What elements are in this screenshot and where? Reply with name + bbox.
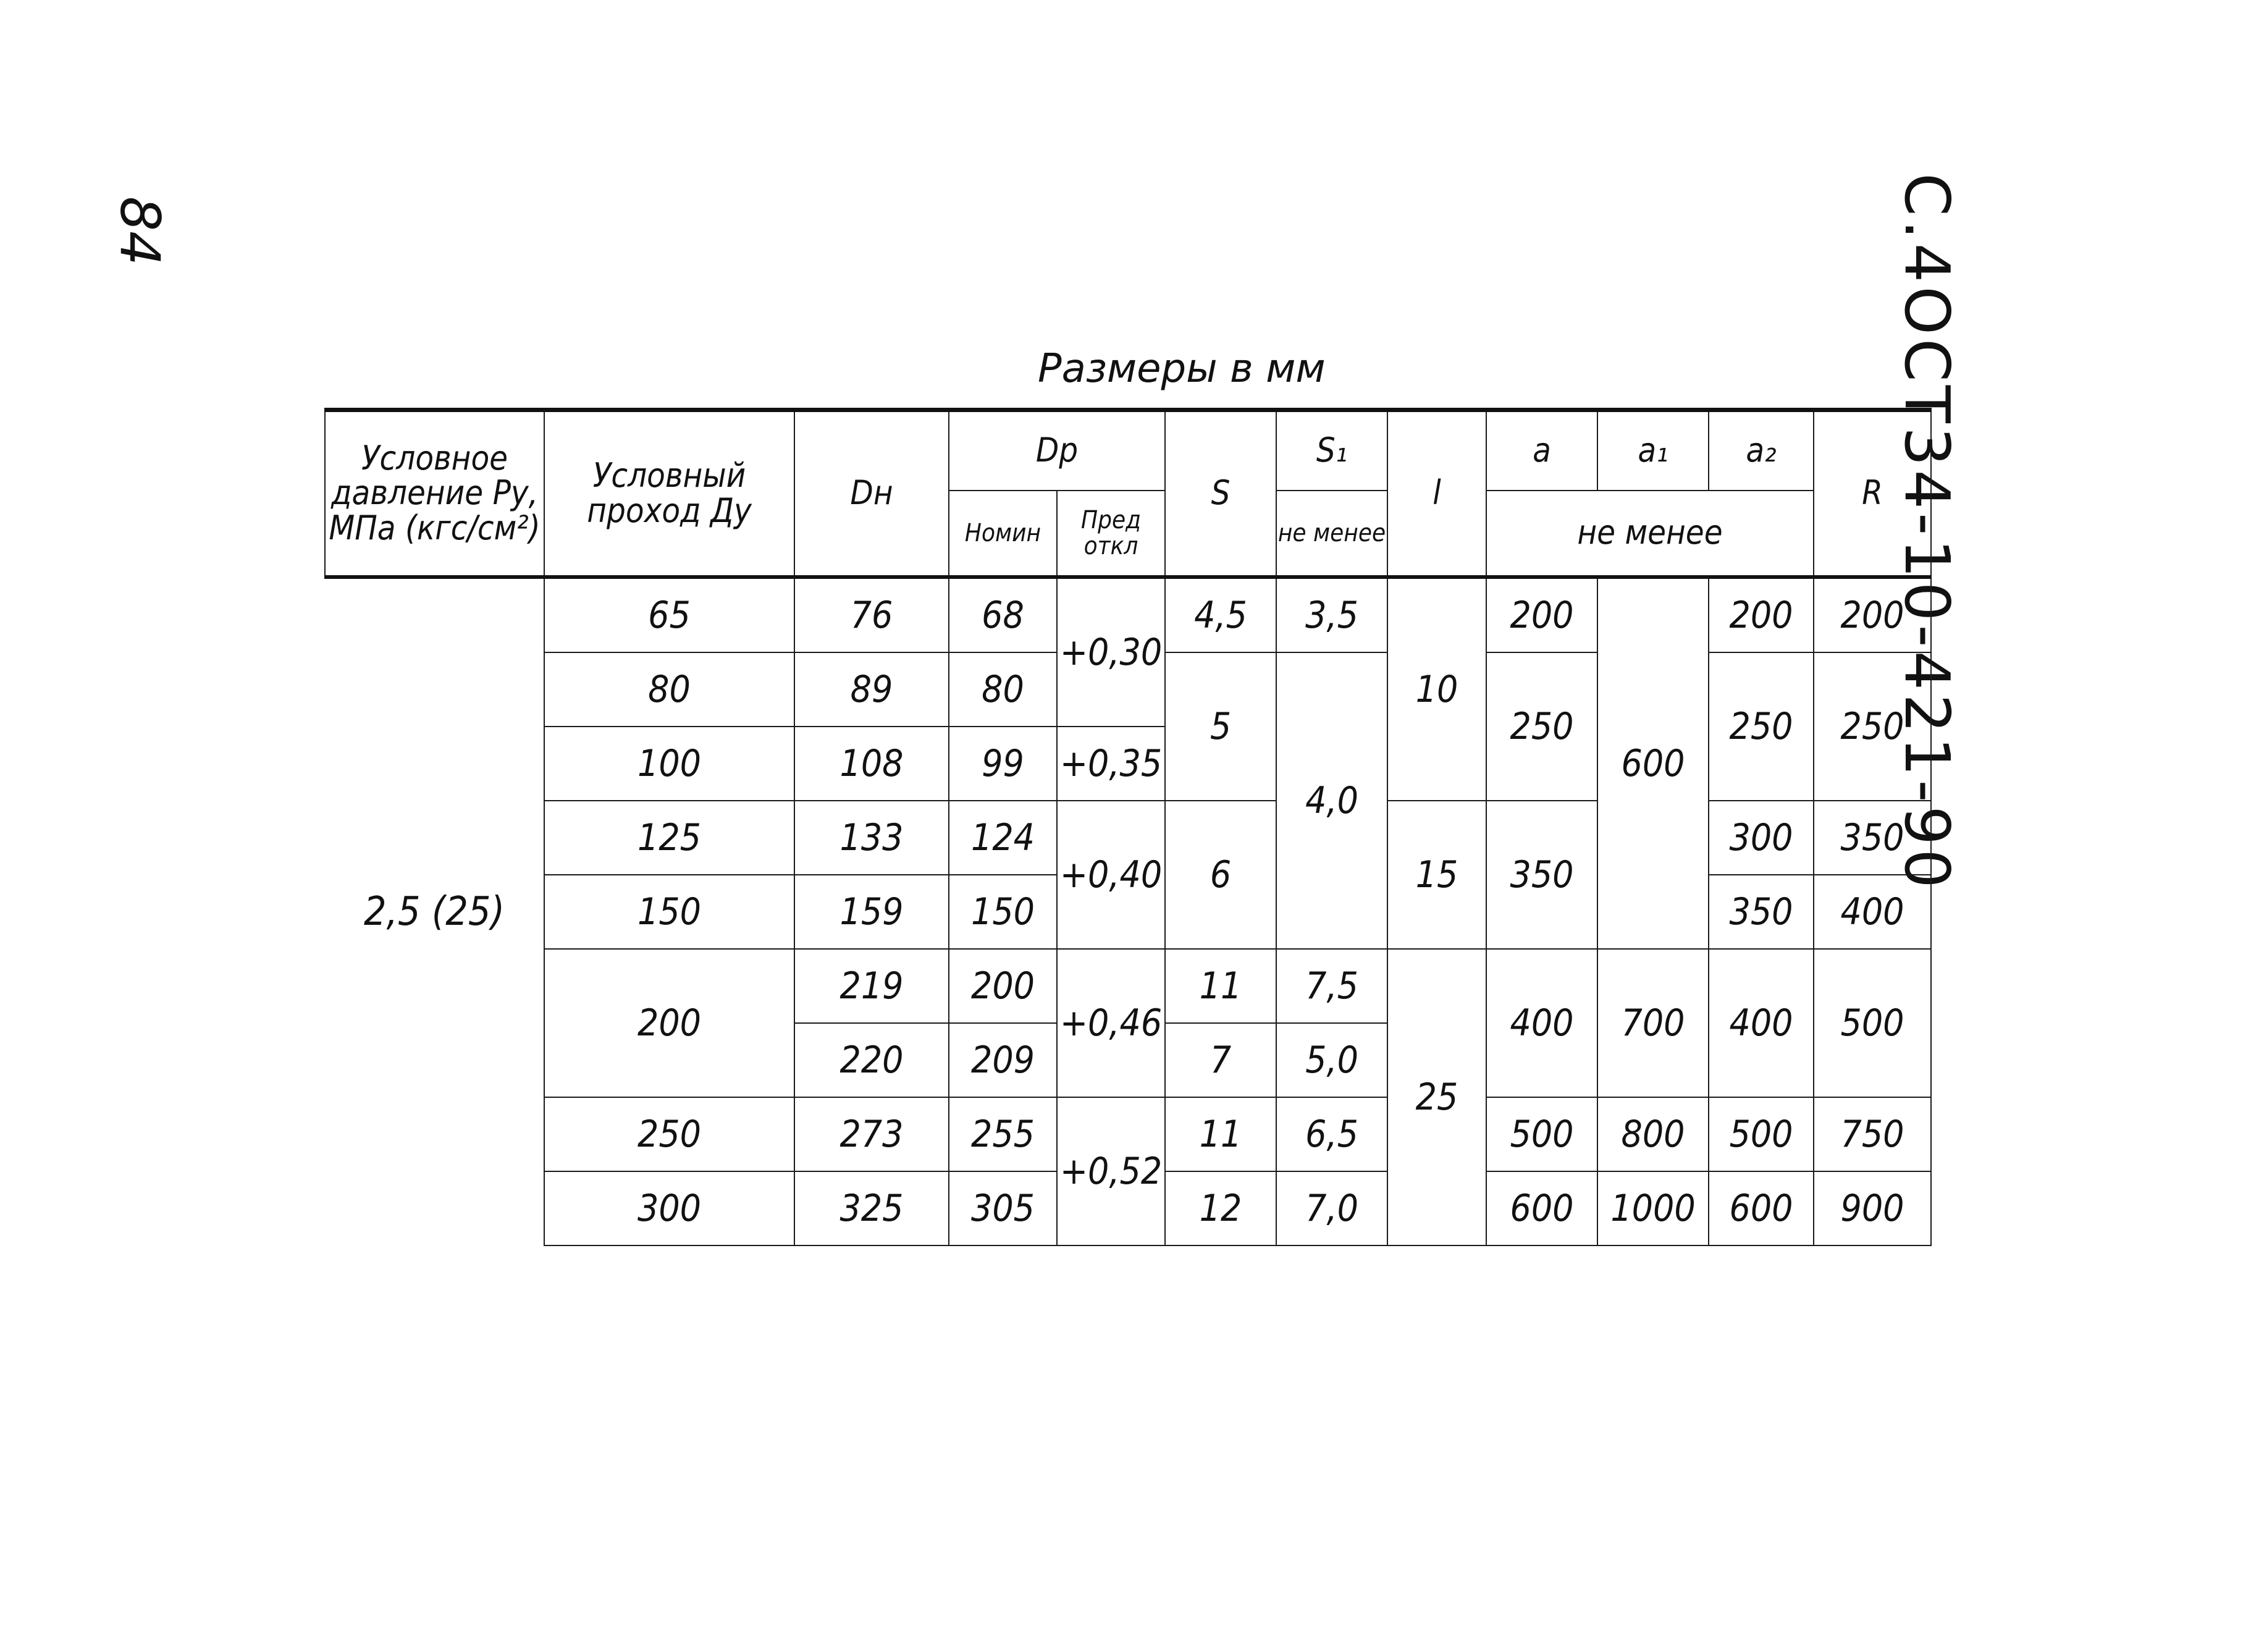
header-s1-min: не менее bbox=[1276, 491, 1387, 577]
cell-du: 150 bbox=[544, 875, 794, 949]
header-bore: Условный проход Ду bbox=[544, 410, 794, 577]
cell-s: 4,5 bbox=[1165, 577, 1276, 652]
cell-a2: 300 bbox=[1709, 801, 1814, 875]
cell-r: 750 bbox=[1814, 1097, 1931, 1171]
cell-dn: 325 bbox=[794, 1171, 949, 1245]
cell-dev: +0,46 bbox=[1057, 949, 1165, 1097]
header-dn: Dн bbox=[794, 410, 949, 577]
standard-code: ОСТ34-10-421-90 bbox=[1891, 286, 1964, 892]
cell-a: 350 bbox=[1486, 801, 1597, 949]
cell-s: 11 bbox=[1165, 1097, 1276, 1171]
header-s: S bbox=[1165, 410, 1276, 577]
cell-dn: 89 bbox=[794, 652, 949, 727]
cell-a2: 400 bbox=[1709, 949, 1814, 1097]
cell-l: 15 bbox=[1387, 801, 1486, 949]
cell-dp: 68 bbox=[949, 577, 1057, 652]
cell-dp: 124 bbox=[949, 801, 1057, 875]
cell-dev: +0,52 bbox=[1057, 1097, 1165, 1245]
cell-du: 300 bbox=[544, 1171, 794, 1245]
header-a1: a₁ bbox=[1597, 410, 1709, 491]
cell-s1: 7,5 bbox=[1276, 949, 1387, 1023]
cell-a1: 1000 bbox=[1597, 1171, 1709, 1245]
cell-a2: 250 bbox=[1709, 652, 1814, 801]
units-caption: Размеры в мм bbox=[1038, 346, 1326, 392]
cell-dn: 219 bbox=[794, 949, 949, 1023]
dimensions-table bbox=[324, 408, 1932, 1246]
cell-a2: 200 bbox=[1709, 577, 1814, 652]
cell-dn: 220 bbox=[794, 1023, 949, 1097]
pressure-value: 2,5 (25) bbox=[325, 577, 544, 1245]
cell-s1: 5,0 bbox=[1276, 1023, 1387, 1097]
cell-dn: 159 bbox=[794, 875, 949, 949]
cell-a2: 500 bbox=[1709, 1097, 1814, 1171]
cell-a1: 700 bbox=[1597, 949, 1709, 1097]
header-a2: a₂ bbox=[1709, 410, 1814, 491]
cell-s1: 6,5 bbox=[1276, 1097, 1387, 1171]
cell-dn: 133 bbox=[794, 801, 949, 875]
cell-dp: 150 bbox=[949, 875, 1057, 949]
header-a-min: не менее bbox=[1486, 491, 1814, 577]
cell-r: 500 bbox=[1814, 949, 1931, 1097]
cell-dn: 273 bbox=[794, 1097, 949, 1171]
header-dp: Dр bbox=[949, 410, 1165, 491]
cell-dp: 200 bbox=[949, 949, 1057, 1023]
cell-dp: 305 bbox=[949, 1171, 1057, 1245]
cell-dp: 99 bbox=[949, 727, 1057, 801]
cell-du: 65 bbox=[544, 577, 794, 652]
cell-s1: 7,0 bbox=[1276, 1171, 1387, 1245]
cell-r: 250 bbox=[1814, 652, 1931, 801]
cell-dp: 80 bbox=[949, 652, 1057, 727]
header-dp-deviation: Пред откл bbox=[1057, 491, 1165, 577]
cell-s: 7 bbox=[1165, 1023, 1276, 1097]
header-l: l bbox=[1387, 410, 1486, 577]
cell-r: 350 bbox=[1814, 801, 1931, 875]
cell-dev: +0,35 bbox=[1057, 727, 1165, 801]
cell-a: 500 bbox=[1486, 1097, 1597, 1171]
sheet-number: С.4 bbox=[1891, 173, 1964, 287]
cell-dp: 255 bbox=[949, 1097, 1057, 1171]
cell-s: 6 bbox=[1165, 801, 1276, 949]
cell-r: 400 bbox=[1814, 875, 1931, 949]
cell-du: 100 bbox=[544, 727, 794, 801]
cell-r: 900 bbox=[1814, 1171, 1931, 1245]
cell-l: 25 bbox=[1387, 949, 1486, 1245]
cell-r: 200 bbox=[1814, 577, 1931, 652]
cell-a2: 350 bbox=[1709, 875, 1814, 949]
cell-s: 5 bbox=[1165, 652, 1276, 801]
cell-s: 11 bbox=[1165, 949, 1276, 1023]
cell-s1: 3,5 bbox=[1276, 577, 1387, 652]
cell-dn: 108 bbox=[794, 727, 949, 801]
cell-du: 80 bbox=[544, 652, 794, 727]
cell-s1: 4,0 bbox=[1276, 652, 1387, 949]
cell-du: 125 bbox=[544, 801, 794, 875]
header-r: R bbox=[1814, 410, 1931, 577]
cell-s: 12 bbox=[1165, 1171, 1276, 1245]
header-s1: S₁ bbox=[1276, 410, 1387, 491]
cell-dn: 76 bbox=[794, 577, 949, 652]
cell-a: 400 bbox=[1486, 949, 1597, 1097]
cell-dev: +0,40 bbox=[1057, 801, 1165, 949]
cell-a: 600 bbox=[1486, 1171, 1597, 1245]
cell-a2: 600 bbox=[1709, 1171, 1814, 1245]
cell-a1: 600 bbox=[1597, 577, 1709, 949]
cell-du: 250 bbox=[544, 1097, 794, 1171]
cell-du: 200 bbox=[544, 949, 794, 1097]
cell-l: 10 bbox=[1387, 577, 1486, 801]
cell-a: 250 bbox=[1486, 652, 1597, 801]
cell-dp: 209 bbox=[949, 1023, 1057, 1097]
header-pressure: Условное давление Ру, МПа (кгс/см²) bbox=[325, 410, 544, 577]
cell-a1: 800 bbox=[1597, 1097, 1709, 1171]
cell-dev: +0,30 bbox=[1057, 577, 1165, 727]
header-dp-nominal: Номин bbox=[949, 491, 1057, 577]
cell-a: 200 bbox=[1486, 577, 1597, 652]
page-number: 84 bbox=[107, 196, 172, 266]
header-a: a bbox=[1486, 410, 1597, 491]
